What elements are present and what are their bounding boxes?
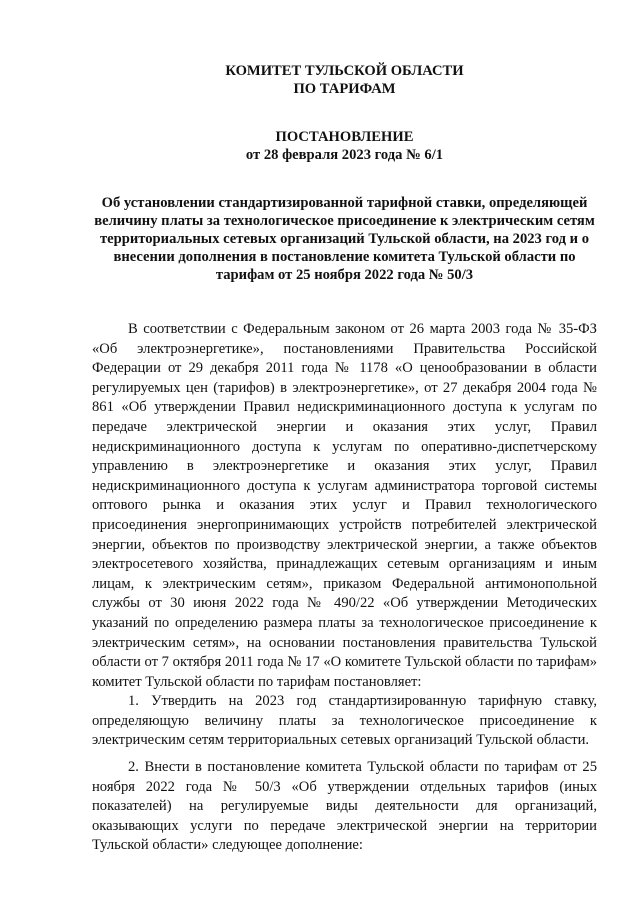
document-header: [92, 62, 597, 164]
document-subject: Об установлении стандартизированной тарифной ставки, определяющей величину платы за технологическое присоединение к электрическим сетям территориальных сетевых организаций Тульской области, на 2023 год и о внесении дополнения в постановление комитета Тульской области по тарифам от 25 ноября 2022 года № 50/3: [94, 195, 595, 283]
document-date: от 28 февраля 2023 года № 6/1: [245, 147, 444, 163]
document-body: [92, 320, 597, 856]
preamble-paragraph: В соответствии с Федеральным законом от 26 марта 2003 года № 35-ФЗ «Об электроэнергетике», постановлениями Правительства Российской Федерации от 29 декабря 2011 года № 1178 «О ценообразовании в области регулируемых цен (тарифов) в электроэнергетике», от 27 декабря 2004 года № 861 «Об утверждении Правил недискриминационного доступа к услугам по передаче электрической энергии и оказания этих услуг, Правил недискриминационного доступа к услугам по оперативно-диспетчерскому управлению в электроэнергетике и оказания этих услуг, Правил недискриминационного доступа к услугам администратора торговой системы оптового рынка и оказания этих услуг и Правил технологического присоединения энергопринимающих устройств потребителей электрической энергии, объектов по производству электрической энергии, а также объектов электросетевого хозяйства, принадлежащих сетевым организациям и иным лицам, к электрическим сетям», приказом Федеральной антимонопольной службы от 30 июня 2022 года № 490/22 «Об утверждении Методических указаний по определению размера платы за технологическое присоединение к электрическим сетям», на основании постановления правительства Тульской области от 7 октября 2011 года № 17 «О комитете Тульской области по тарифам» комитет Тульской области по тарифам постановляет:: [92, 321, 597, 690]
document-type: ПОСТАНОВЛЕНИЕ: [275, 129, 414, 145]
committee-name-line1: КОМИТЕТ ТУЛЬСКОЙ ОБЛАСТИ: [225, 63, 464, 79]
committee-name: [92, 62, 597, 98]
resolution-item-1: 1. Утвердить на 2023 год стандартизированную тарифную ставку, определяющую величину платы за технологическое присоединение к электрическим сетям территориальных сетевых организаций Тульской области.: [92, 693, 597, 749]
resolution-item-2: 2. Внести в постановление комитета Тульской области по тарифам от 25 ноября 2022 года № 50/3 «Об утверждении отдельных тарифов (иных показателей) на регулируемые виды деятельности для организаций, оказывающих услуги по передаче электрической энергии на территории Тульской области» следующее дополнение:: [92, 759, 597, 854]
document-page: [92, 62, 597, 856]
committee-name-line2: ПО ТАРИФАМ: [293, 81, 396, 97]
